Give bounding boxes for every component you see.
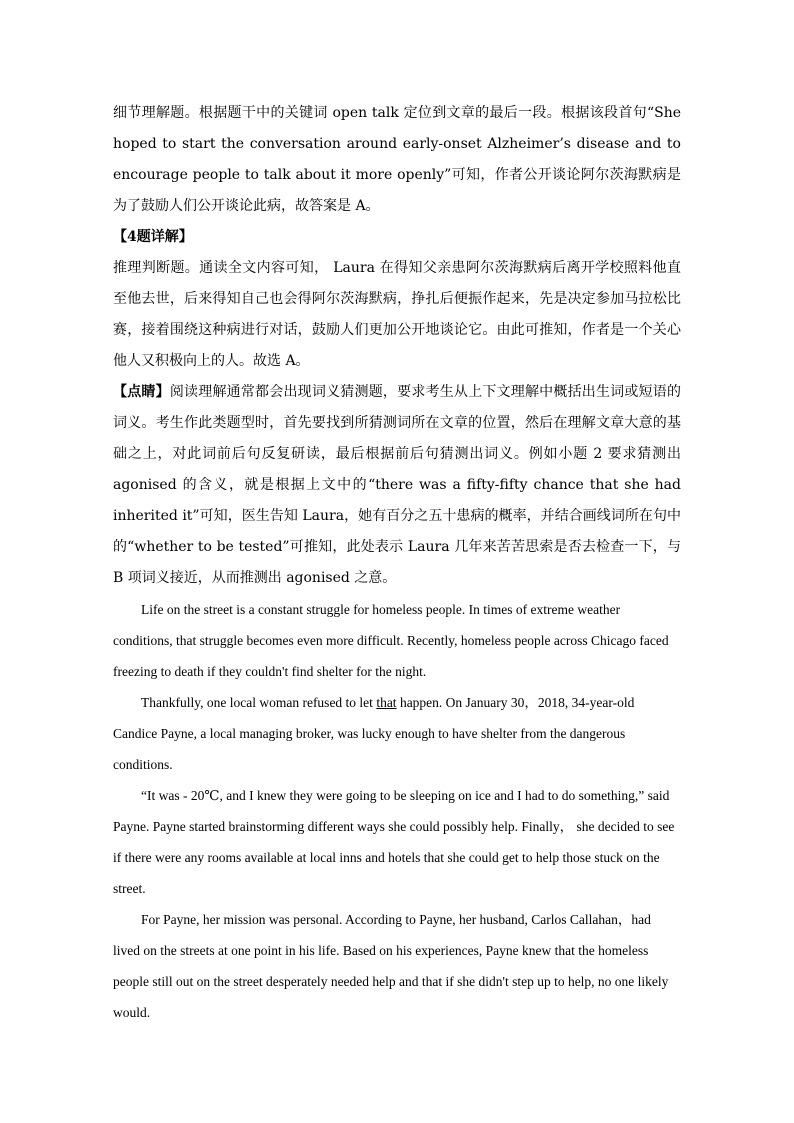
q4-heading: 【4题详解】 [113, 229, 193, 245]
passage-paragraph-4: For Payne, her mission was personal. According to Payne, her husband, Carlos Callahan，had lived on the streets at one point in his life. Based on his experiences, Payne knew that the homeless people still out on the street desperately needed help and that if she didn't step up to help, no one likely would. [113, 912, 669, 1020]
q4-explanation: 推理判断题。通读全文内容可知， Laura 在得知父亲患阿尔茨海默病后离开学校照料他直至他去世，后来得知自己也会得阿尔茨海默病，挣扎后便振作起来，先是决定参加马拉松比赛，接着围绕这种病进行对话，鼓励人们更加公开地谈论它。由此可推知，作者是一个关心他人又积极向上的人。故选 A。 [113, 260, 681, 369]
passage-paragraph-2 [113, 687, 681, 780]
tip-heading: 【点睛】 [113, 384, 170, 400]
underlined-word: that [376, 695, 397, 710]
p2-text-before: Thankfully, one local woman refused to let [141, 695, 377, 710]
passage-paragraph-3: “It was - 20℃, and I knew they were going to be sleeping on ice and I had to do something,” said Payne. Payne started brainstorming different ways she could possibly help. Finally， she decided to see if there were any rooms available at local inns and hotels that she could get to help those stuck on the street. [113, 788, 675, 896]
p2-text-after: happen. On January 30，2018, 34-year-old Candice Payne, a local managing broker, was lucky enough to have shelter from the dangerous conditions. [113, 695, 635, 772]
tip-paragraph [113, 377, 681, 594]
passage-paragraph-1: Life on the street is a constant struggle for homeless people. In times of extreme weather conditions, that struggle becomes even more difficult. Recently, homeless people across Chicago faced freezing to death if they couldn't find shelter for the night. [113, 602, 669, 679]
q3-explanation: 细节理解题。根据题干中的关键词 open talk 定位到文章的最后一段。根据该段首句“She hoped to start the conversation around early-onset Alzheimer’s disease and to encourage people to talk about it more openly”可知，作者公开谈论阿尔茨海默病是为了鼓励人们公开谈论此病，故答案是 A。 [113, 105, 681, 214]
answer-analysis [113, 98, 681, 594]
reading-passage [113, 594, 681, 1028]
document-page [113, 98, 681, 1028]
tip-text: 阅读理解通常都会出现词义猜测题，要求考生从上下文理解中概括出生词或短语的词义。考生作此类题型时，首先要找到所猜测词所在文章的位置，然后在理解文章大意的基础之上，对此词前后句反复研读，最后根据前后句猜测出词义。例如小题 2 要求猜测出 agonised 的含义，就是根据上文中的“there was a fifty-fifty chance that she had inherited it”可知，医生告知 Laura，她有百分之五十患病的概率，并结合画线词所在句中的“whether to be tested”可推知，此处表示 Laura 几年来苦苦思索是否去检查一下，与 B 项词义接近，从而推测出 agonised 之意。 [113, 384, 682, 586]
